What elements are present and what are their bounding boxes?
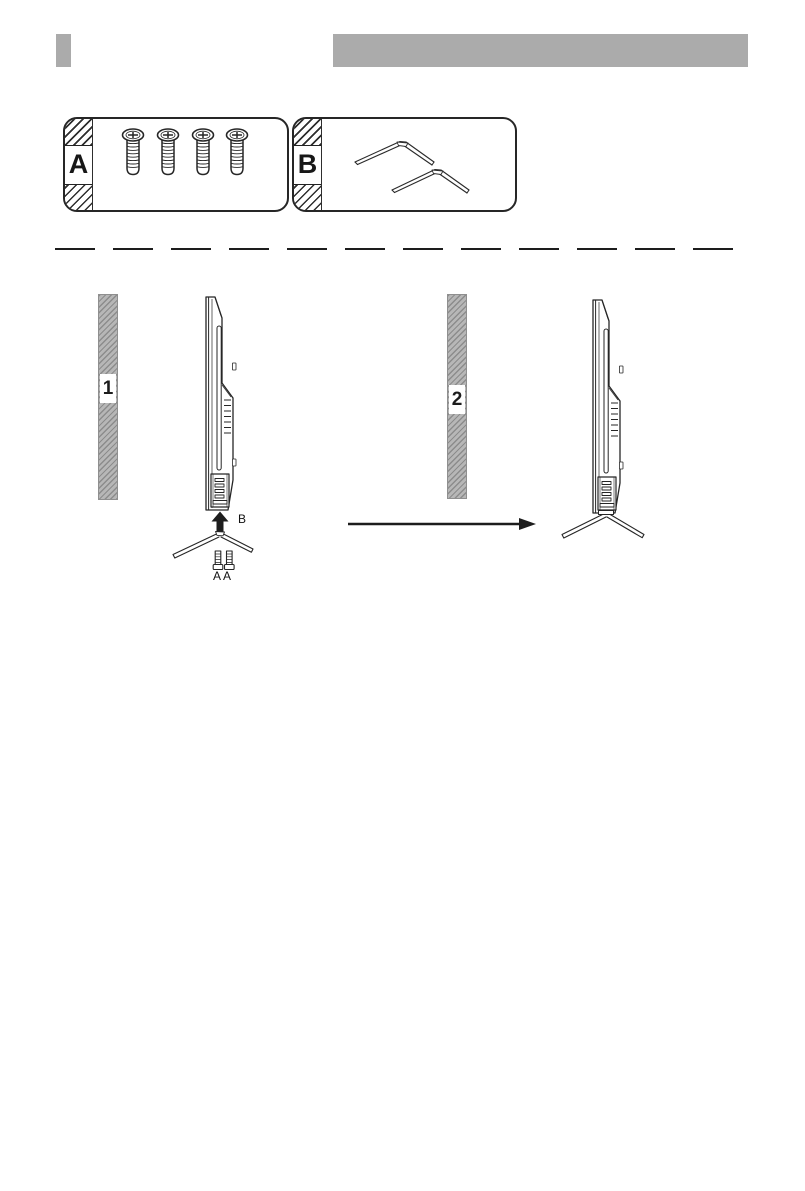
parts-box-a-label: A: [65, 145, 92, 185]
parts-box-a-hatch-strip: [65, 119, 93, 210]
screws-pair-icon: [213, 551, 234, 570]
header-accent-bar: [56, 34, 71, 67]
tv-with-stand-icon: [562, 300, 644, 538]
parts-box-a: [63, 117, 289, 212]
separator-dashed-line: [55, 248, 747, 250]
step-1-number: 1: [100, 374, 116, 403]
right-arrow-icon: [345, 514, 540, 534]
stand-foot-icon: [355, 142, 434, 166]
tv-side-profile-icon: [206, 297, 236, 510]
step-2-number: 2: [449, 385, 465, 414]
parts-box-b: [292, 117, 517, 212]
screw-icon: [123, 129, 144, 175]
parts-box-b-hatch-strip: [294, 119, 322, 210]
screw-icon: [227, 129, 248, 175]
stand-feet-icon: [322, 119, 515, 206]
foot-label: B: [238, 512, 247, 526]
up-arrow-icon: [212, 512, 229, 535]
screws-label: A A: [212, 569, 232, 583]
step-1-marker-bar: [98, 294, 118, 500]
step-2-assembled-diagram: [555, 295, 655, 545]
step-2-marker-bar: [447, 294, 467, 499]
stand-foot-icon: [392, 170, 469, 194]
screws-icon: [93, 119, 287, 206]
header-title-bar: [333, 34, 748, 67]
screw-icon: [158, 129, 179, 175]
parts-box-b-label: B: [294, 145, 321, 185]
step-1-assembly-diagram: [160, 290, 280, 590]
stand-foot-icon: [173, 532, 253, 559]
attached-feet: [562, 511, 644, 539]
screw-icon: [193, 129, 214, 175]
